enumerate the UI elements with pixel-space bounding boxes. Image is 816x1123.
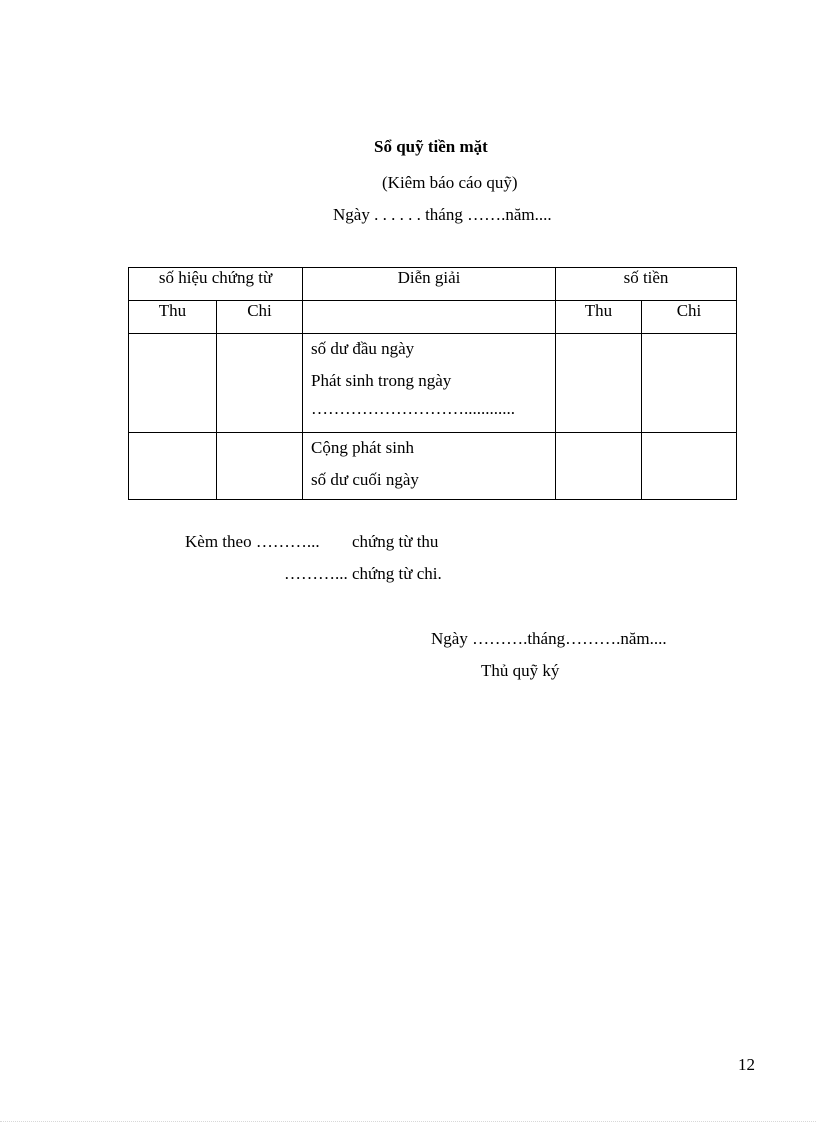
header-voucher-receipt: Thu [129, 301, 217, 334]
table-row [129, 433, 737, 500]
header-voucher-number: số hiệu chứng từ [129, 268, 303, 301]
header-amount: số tiền [556, 268, 737, 301]
header-description: Diễn giải [303, 268, 556, 301]
dotted-placeholder: ………………………............ [311, 399, 515, 418]
group-header-row [129, 268, 737, 301]
total-transactions-label: Cộng phát sinh [311, 438, 414, 457]
cell-voucher-payment [217, 334, 303, 433]
header-amount-payment: Chi [642, 301, 737, 334]
cell-amount-receipt [556, 334, 642, 433]
sub-header-row [129, 301, 737, 334]
cell-amount-payment [642, 334, 737, 433]
cell-amount-receipt [556, 433, 642, 500]
signature-label: Thủ quỹ ký [481, 661, 560, 680]
cell-voucher-receipt [129, 433, 217, 500]
signature-date-line: Ngày ……….tháng……….năm.... [431, 629, 667, 648]
document-subtitle: (Kiêm báo cáo quỹ) [382, 173, 518, 192]
closing-balance-label: số dư cuối ngày [311, 470, 419, 489]
page-number: 12 [738, 1055, 755, 1074]
header-date-line: Ngày . . . . . . tháng …….năm.... [333, 205, 552, 224]
attachment-line-1-prefix: Kèm theo ………... [185, 532, 320, 551]
table-row [129, 334, 737, 433]
cell-description [303, 334, 556, 433]
daily-transactions-label: Phát sinh trong ngày [311, 371, 452, 390]
attachment-line-2: ………... chứng từ chi. [284, 564, 442, 583]
cash-ledger-table [128, 267, 737, 500]
cell-voucher-receipt [129, 334, 217, 433]
header-amount-receipt: Thu [556, 301, 642, 334]
document-title: Sổ quỹ tiền mặt [374, 137, 488, 156]
attachment-line-1-suffix: chứng từ thu [352, 532, 439, 551]
opening-balance-label: số dư đầu ngày [311, 339, 415, 358]
cell-description [303, 433, 556, 500]
header-description-blank [303, 301, 556, 334]
cell-voucher-payment [217, 433, 303, 500]
cell-amount-payment [642, 433, 737, 500]
header-voucher-payment: Chi [217, 301, 303, 334]
